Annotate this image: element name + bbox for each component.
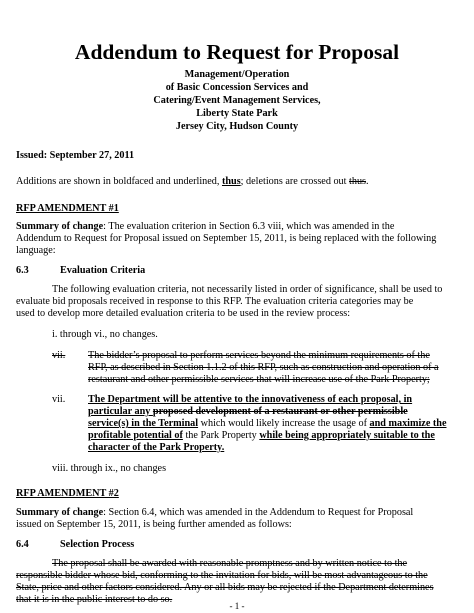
amendment-1-summary-line: language: [16, 245, 56, 256]
new-item-vii-line: profitable potential of the Park Property while being appropriately suitable to the [88, 430, 435, 441]
new-item-vii-line: service(s) in the Terminal which would likely increase the usage of and maximize the [88, 418, 447, 429]
deleted-selection-line: State, price and other factors considered. Any or all bids may be rejected if the Department determines [16, 582, 434, 593]
section-6-3-paragraph-line: evaluate bid proposals received in response to this RFP. The evaluation criteria categories may be [16, 296, 414, 307]
section-6-3-paragraph-line: The following evaluation criteria, not necessarily listed in order of significance, shall be used to [52, 284, 443, 295]
amendment-2-summary: Summary of change: Section 6.4, which was amended in the Addendum to Request for Proposal [16, 507, 414, 518]
deleted-item-vii-number: vii. [52, 350, 66, 361]
subtitle-line: Management/Operation [184, 69, 290, 80]
deleted-selection-line: responsible bidder whose bid, conforming to the invitation for bids, will be most advantageous to the [16, 570, 428, 581]
deleted-item-vii-line: The bidder’s proposal to perform services beyond the minimum requirements of the [88, 350, 430, 361]
section-6-4-number: 6.4 [16, 539, 29, 550]
legend-note: Additions are shown in boldfaced and underlined, thus; deletions are crossed out thus. [16, 176, 369, 187]
amendment-2-heading: RFP AMENDMENT #2 [16, 488, 119, 499]
section-6-4-title: Selection Process [60, 539, 135, 550]
amendment-1-summary-line: Addendum to Request for Proposal issued on September 15, 2011, is being replaced with the following [16, 233, 437, 244]
subtitle-line: of Basic Concession Services and [165, 82, 309, 93]
section-6-3-paragraph-line: used to develop more detailed evaluation criteria to be used in the review process: [16, 308, 351, 319]
deleted-item-vii-line: RFP, as described in Section 1.1.2 of this RFP, such as construction and operation of a [88, 362, 439, 373]
section-6-3-number: 6.3 [16, 265, 29, 276]
subtitle-line: Liberty State Park [196, 108, 278, 119]
issued-date: Issued: September 27, 2011 [16, 150, 135, 161]
amendment-2-summary-line: issued on September 15, 2011, is being further amended as follows: [16, 519, 292, 530]
amendment-1-summary: Summary of change: The evaluation criterion in Section 6.3 viii, which was amended in the [16, 221, 395, 232]
deleted-item-vii-line: restaurant and other permissible services that will increase use of the Park Property; [88, 374, 430, 385]
deleted-selection-line: The proposal shall be awarded with reasonable promptness and by written notice to the [52, 558, 408, 569]
new-item-vii-line: particular any proposed development of a restaurant or other permissible [88, 406, 408, 417]
page-number: - 1 - [229, 601, 245, 611]
subtitle-line: Catering/Event Management Services, [153, 95, 321, 106]
criteria-item-i-vi: i. through vi., no changes. [52, 329, 158, 340]
document-title: Addendum to Request for Proposal [74, 40, 400, 64]
deleted-selection-line: that it is in the public interest to do so. [16, 594, 173, 605]
new-item-vii-line: The Department will be attentive to the innovativeness of each proposal, in [88, 394, 413, 405]
new-item-vii-line: character of the Park Property. [88, 442, 225, 453]
section-6-3-title: Evaluation Criteria [60, 265, 146, 276]
criteria-item-viii-ix: viii. through ix., no changes [52, 463, 167, 474]
new-item-vii-number: vii. [52, 394, 66, 405]
amendment-1-heading: RFP AMENDMENT #1 [16, 203, 119, 214]
subtitle-line: Jersey City, Hudson County [175, 121, 299, 132]
